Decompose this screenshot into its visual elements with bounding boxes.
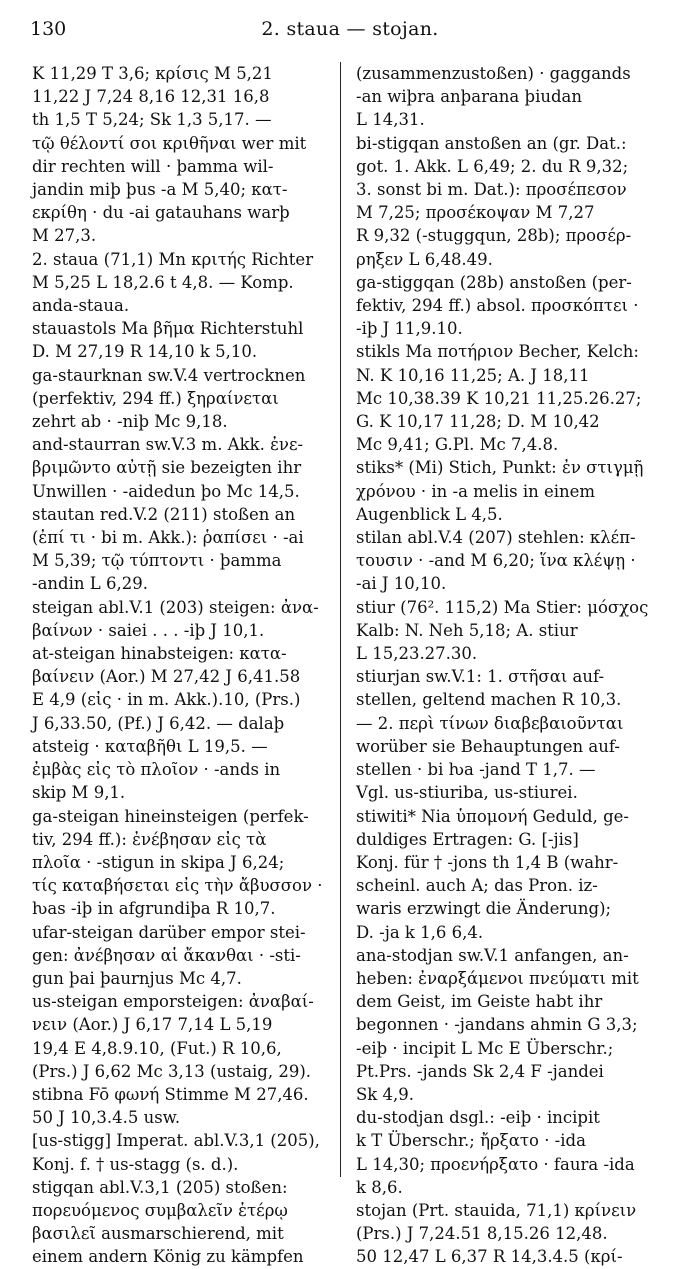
text-line: J 6,33.50, (Pf.) J 6,42. — dalaþ [32, 713, 285, 733]
text-line: βριμῶντο αὐτῇ sie bezeigten ihr [32, 458, 302, 478]
text-line: begonnen · -jandans ahmin G 3,3; [356, 1015, 638, 1035]
text-line: χρόνου · in -a melis in einem [356, 481, 596, 501]
text-line: 3. sonst bi m. Dat.): προσέπεσον [356, 180, 627, 200]
text-line: τουσιν · -and M 6,20; ἵνα κλέψῃ · [356, 551, 636, 571]
text-line: -ai J 10,10. [356, 574, 447, 594]
text-line: tiv, 294 ff.): ἐνέβησαν εἰς τὰ [32, 829, 267, 849]
text-line: ἐμβὰς εἰς τὸ πλοῖον · -ands in [32, 760, 281, 780]
text-line: heben: ἐναρξάμενοι πνεύματι mit [356, 968, 639, 988]
text-line: M 7,25; προσέκοψαν M 7,27 [356, 203, 595, 223]
text-line: ρηξεν L 6,48.49. [356, 249, 493, 269]
text-line: εκρίθη · du -ai gatauhans warþ [32, 203, 290, 223]
text-line: (ἐπί τι · bi m. Akk.): ῥαπίσει · -ai [32, 528, 304, 548]
text-line: Konj. f. † us-stagg (s. d.). [32, 1154, 239, 1174]
text-line: atsteig · καταβῆθι L 19,5. — [32, 736, 268, 756]
text-line: L 14,30; προενήρξατο · faura -ida [356, 1154, 635, 1174]
text-line: waris erzwingt die Änderung); [356, 899, 612, 919]
text-line: Mc 9,41; G.Pl. Mc 7,4.8. [356, 435, 559, 455]
text-line: ga-staurknan sw.V.4 vertrocknen [32, 365, 306, 385]
text-line: βασιλεῖ ausmarschierend, mit [32, 1224, 284, 1244]
text-line: stellen, geltend machen R 10,3. [356, 690, 622, 710]
running-head: 2. staua — stojan. [261, 18, 439, 40]
text-line: stiurjan sw.V.1: 1. στῆσαι auf- [356, 667, 605, 687]
text-line: duldiges Ertragen: G. [-jis] [356, 829, 579, 849]
text-line: Augenblick L 4,5. [356, 504, 503, 524]
text-line: M 27,3. [32, 226, 97, 246]
text-line: bi-stigqan anstoßen an (gr. Dat.: [356, 133, 627, 153]
text-line: th 1,5 T 5,24; Sk 1,3 5,17. — [32, 110, 272, 130]
text-line: ƕas -iþ in afgrundiþa R 10,7. [32, 899, 276, 919]
text-line: skip M 9,1. [32, 783, 126, 803]
text-line: D. M 27,19 R 14,10 k 5,10. [32, 342, 258, 362]
text-line: M 5,39; τῷ τύπτοντι · þamma [32, 551, 282, 571]
text-line: du-stodjan dsgl.: -eiþ · incipit [356, 1108, 600, 1128]
text-line: [us-stigg] Imperat. abl.V.3,1 (205), [32, 1131, 320, 1151]
text-line: dem Geist, im Geiste habt ihr [356, 992, 603, 1012]
text-line: ga-stiggqan (28b) anstoßen (per- [356, 272, 632, 292]
text-line: stojan (Prt. stauida, 71,1) κρίνειν [356, 1200, 637, 1220]
text-line: -iþ J 11,9.10. [356, 319, 463, 339]
text-line: us-steigan emporsteigen: ἀναβαί- [32, 992, 314, 1012]
text-line: jandin miþ þus -a M 5,40; κατ- [32, 180, 288, 200]
text-line: D. -ja k 1,6 6,4. [356, 922, 484, 942]
text-line: steigan abl.V.1 (203) steigen: ἀνα- [32, 597, 319, 617]
text-line: gun þai þaurnjus Mc 4,7. [32, 968, 242, 988]
text-line: stiks* (Mi) Stich, Punkt: ἐν στιγμῇ [356, 458, 644, 478]
text-line: stautan red.V.2 (211) stoßen an [32, 504, 296, 524]
text-line: k T Überschr.; ἤρξατο · -ida [356, 1131, 586, 1151]
text-line: at-steigan hinabsteigen: κατα- [32, 644, 287, 664]
text-line: νειν (Aor.) J 6,17 7,14 L 5,19 [32, 1015, 273, 1035]
text-line: -eiþ · incipit L Mc E Überschr.; [356, 1038, 614, 1058]
text-line: and-staurran sw.V.3 m. Akk. ἐνε- [32, 435, 304, 455]
text-line: M 5,25 L 18,2.6 t 4,8. — Komp. [32, 272, 294, 292]
text-line: R 9,32 (-stuggqun, 28b); προσέρ- [356, 226, 632, 246]
text-line: 11,22 J 7,24 8,16 12,31 16,8 [32, 87, 270, 107]
text-line: stikls Ma ποτήριον Becher, Kelch: [356, 342, 639, 362]
text-line: stigqan abl.V.3,1 (205) stoßen: [32, 1177, 288, 1197]
text-line: (Prs.) J 6,62 Mc 3,13 (ustaig, 29). [32, 1061, 312, 1081]
text-line: τῷ θέλοντί σοι κριθῆναι wer mit [32, 133, 307, 153]
text-line: stiwiti* Nia ὑπομονή Geduld, ge- [356, 806, 629, 826]
text-line: Kalb: N. Neh 5,18; A. stiur [356, 620, 578, 640]
text-line: Sk 4,9. [356, 1084, 415, 1104]
text-line: zehrt ab · -niþ Mc 9,18. [32, 412, 228, 432]
text-line: L 15,23.27.30. [356, 644, 478, 664]
text-line: βαίνων · saiei . . . -iþ J 10,1. [32, 620, 265, 640]
page-header [0, 14, 700, 44]
text-line: N. K 10,16 11,25; A. J 18,11 [356, 365, 590, 385]
column-divider [340, 62, 341, 1177]
text-line: dir rechten will · þamma wil- [32, 156, 274, 176]
page-number: 130 [30, 18, 67, 40]
text-line: πλοῖα · -stigun in skipa J 6,24; [32, 852, 285, 872]
text-line: -an wiþra anþarana þiudan [356, 87, 583, 107]
text-line: 50 J 10,3.4.5 usw. [32, 1108, 181, 1128]
text-line: — 2. περὶ τίνων διαβεβαιοῦνται [356, 713, 624, 733]
text-line: βαίνειν (Aor.) M 27,42 J 6,41.58 [32, 667, 301, 687]
text-line: stibna Fō φωνή Stimme M 27,46. [32, 1084, 309, 1104]
right-column [356, 62, 656, 1269]
text-line: fektiv, 294 ff.) absol. προσκόπτει · [356, 296, 639, 316]
text-line: stellen · bi ƕa -jand T 1,7. — [356, 760, 596, 780]
text-line: Pt.Prs. -jands Sk 2,4 F -jandei [356, 1061, 604, 1081]
text-line: einem andern König zu kämpfen [32, 1247, 304, 1267]
text-line: G. K 10,17 11,28; D. M 10,42 [356, 412, 600, 432]
text-line: 2. staua (71,1) Mn κριτής Richter [32, 249, 314, 269]
text-line: ga-steigan hineinsteigen (perfek- [32, 806, 309, 826]
text-line: Mc 10,38.39 K 10,21 11,25.26.27; [356, 388, 642, 408]
text-line: anda-staua. [32, 296, 130, 316]
text-line: K 11,29 T 3,6; κρίσις M 5,21 [32, 64, 273, 83]
text-line: gen: ἀνέβησαν αἱ ἄκανθαι · -sti- [32, 945, 301, 965]
text-line: -andin L 6,29. [32, 574, 148, 594]
text-line: got. 1. Akk. L 6,49; 2. du R 9,32; [356, 156, 629, 176]
text-line: stauastols Ma βῆμα Richterstuhl [32, 319, 304, 339]
text-line: ufar-steigan darüber empor stei- [32, 922, 306, 942]
text-line: (zusammenzustoßen) · gaggands [356, 64, 631, 83]
text-line: L 14,31. [356, 110, 425, 130]
text-line: k 8,6. [356, 1177, 403, 1197]
text-line: 19,4 E 4,8.9.10, (Fut.) R 10,6, [32, 1038, 282, 1058]
text-line: ana-stodjan sw.V.1 anfangen, an- [356, 945, 629, 965]
text-line: πορευόμενος συμβαλεῖν ἑτέρῳ [32, 1200, 288, 1220]
text-line: Konj. für † -jons th 1,4 B (wahr- [356, 852, 619, 872]
text-line: stiur (76². 115,2) Ma Stier: μόσχος [356, 597, 649, 617]
text-line: E 4,9 (εἰς · in m. Akk.).10, (Prs.) [32, 690, 301, 710]
text-line: stilan abl.V.4 (207) stehlen: κλέπ- [356, 528, 636, 548]
text-line: (perfektiv, 294 ff.) ξηραίνεται [32, 388, 279, 408]
text-line: scheinl. auch A; das Pron. iz- [356, 876, 598, 896]
text-line: (Prs.) J 7,24.51 8,15.26 12,48. [356, 1224, 608, 1244]
text-line: 50 12,47 L 6,37 R 14,3.4.5 (κρί- [356, 1247, 623, 1267]
left-column [32, 62, 332, 1269]
text-line: Vgl. us-stiuriba, us-stiurei. [356, 783, 578, 803]
text-line: worüber sie Behauptungen auf- [356, 736, 620, 756]
text-line: Unwillen · -aidedun þo Mc 14,5. [32, 481, 300, 501]
text-line: τίς καταβήσεται εἰς τὴν ἄβυσσον · [32, 876, 323, 896]
